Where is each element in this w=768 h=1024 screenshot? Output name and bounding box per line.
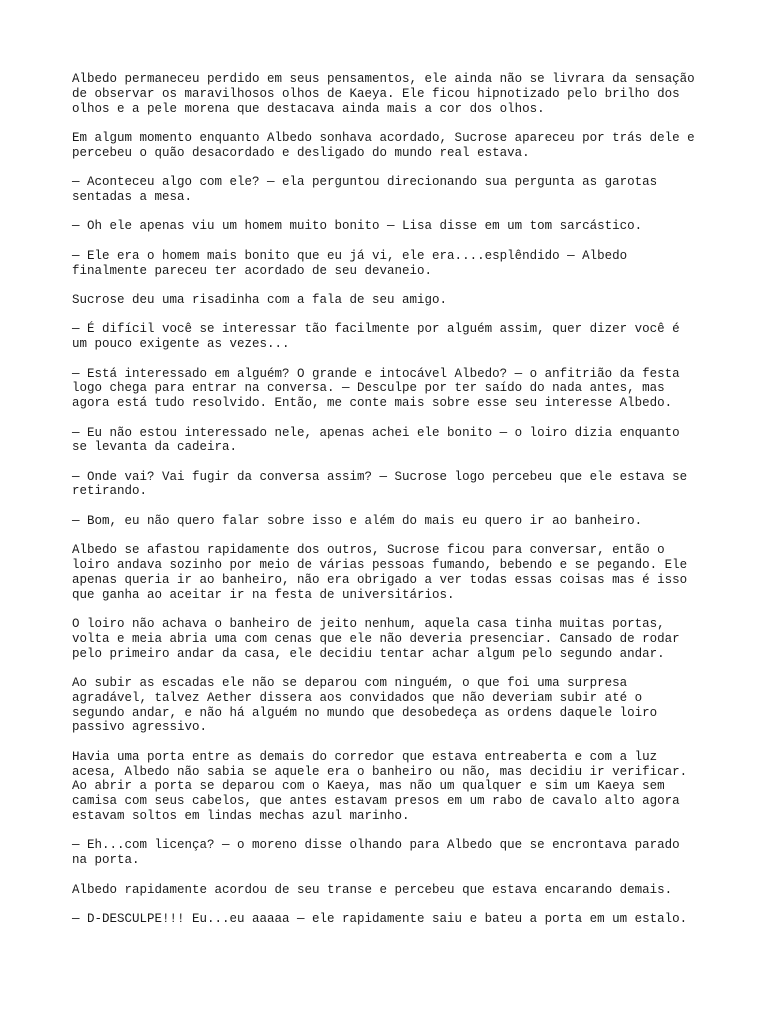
paragraph: Ao subir as escadas ele não se deparou com ninguém, o que foi uma surpresa agradável, talvez Aether dissera aos convidados que não deveriam subir até o segundo andar, e não há alguém no mundo que desobedeça as ordens daquele loiro passivo agressivo. (72, 676, 658, 735)
paragraph: Albedo se afastou rapidamente dos outros, Sucrose ficou para conversar, então o loiro andava sozinho por meio de várias pessoas fumando, bebendo e se pegando. Ele apenas queria ir ao banheiro, não era obrigado a ver todas essas coisas mas é isso que ganha ao aceitar ir na festa de universitários. (72, 543, 688, 602)
paragraph: — Onde vai? Vai fugir da conversa assim? — Sucrose logo percebeu que ele estava se retirando. (72, 469, 688, 499)
paragraph: Albedo rapidamente acordou de seu transe e percebeu que estava encarando demais. (72, 882, 673, 897)
paragraph: — Bom, eu não quero falar sobre isso e além do mais eu quero ir ao banheiro. (72, 513, 643, 528)
paragraph: Havia uma porta entre as demais do corredor que estava entreaberta e com a luz acesa, Albedo não sabia se aquele era o banheiro ou não, mas decidiu ir verificar. Ao abrir a porta se deparou com o Kaeya, mas não um qualquer e sim um Kaeya sem camisa com seus cabelos, que antes estavam presos em um rabo de cavalo alto agora estavam soltos em lindas mechas azul marinho. (72, 749, 688, 823)
paragraph: — D-DESCULPE!!! Eu...eu aaaaa — ele rapidamente saiu e bateu a porta em um estalo. (72, 911, 688, 926)
paragraph: O loiro não achava o banheiro de jeito nenhum, aquela casa tinha muitas portas, volta e meia abria uma com cenas que ele não deveria presenciar. Cansado de rodar pelo primeiro andar da casa, ele decidiu tentar achar algum pelo segundo andar. (72, 617, 680, 661)
paragraph: Sucrose deu uma risadinha com a fala de seu amigo. (72, 292, 448, 307)
document-page (72, 72, 702, 941)
paragraph: — Está interessado em alguém? O grande e intocável Albedo? — o anfitrião da festa logo chega para entrar na conversa. — Desculpe por ter saído do nada antes, mas agora está tudo resolvido. Então, me conte mais sobre esse seu interesse Albedo. (72, 366, 680, 411)
paragraph: — Eh...com licença? — o moreno disse olhando para Albedo que se encrontava parado na porta. (72, 838, 680, 868)
paragraph: Em algum momento enquanto Albedo sonhava acordado, Sucrose apareceu por trás dele e percebeu o quão desacordado e desligado do mundo real estava. (72, 130, 695, 160)
paragraph: — Ele era o homem mais bonito que eu já vi, ele era....esplêndido — Albedo finalmente pareceu ter acordado de seu devaneio. (72, 248, 628, 278)
paragraph: Albedo permaneceu perdido em seus pensamentos, ele ainda não se livrara da sensação de observar os maravilhosos olhos de Kaeya. Ele ficou hipnotizado pelo brilho dos olhos e a pele morena que destacava ainda mais a cor dos olhos. (72, 72, 695, 116)
paragraph: — Aconteceu algo com ele? — ela perguntou direcionando sua pergunta as garotas sentadas a mesa. (72, 175, 658, 204)
paragraph: — Oh ele apenas viu um homem muito bonito — Lisa disse em um tom sarcástico. (72, 219, 643, 234)
paragraph: — Eu não estou interessado nele, apenas achei ele bonito — o loiro dizia enquanto se levanta da cadeira. (72, 425, 680, 455)
paragraph: — É difícil você se interessar tão facilmente por alguém assim, quer dizer você é um pouco exigente as vezes... (72, 322, 680, 352)
